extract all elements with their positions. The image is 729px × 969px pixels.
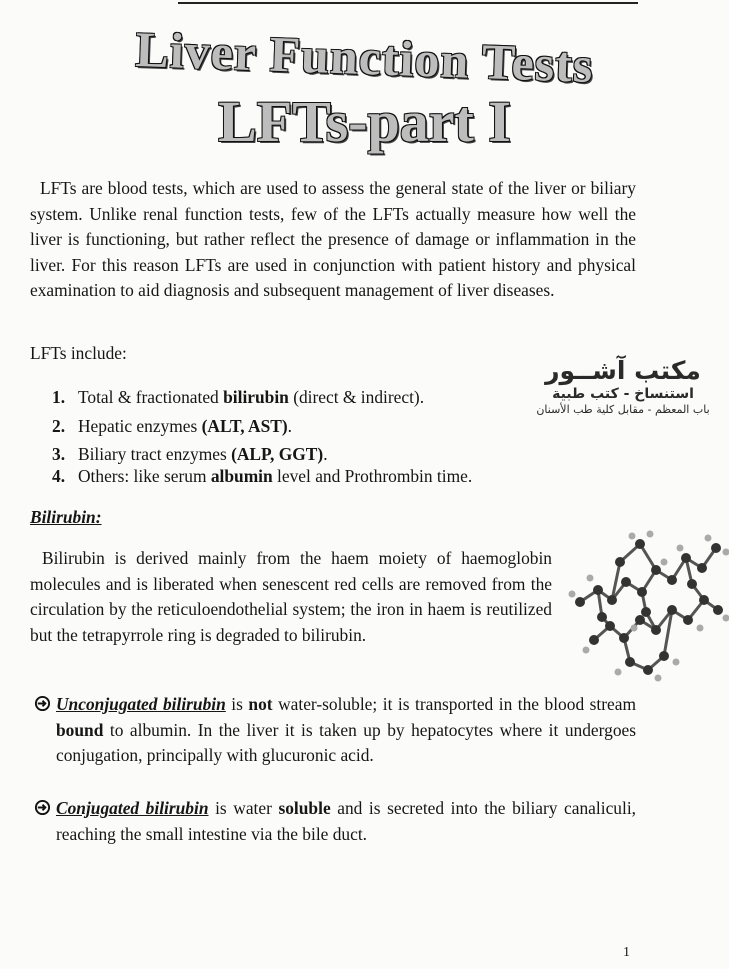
arrow-circle-icon: [34, 799, 51, 816]
title-line-1: Liver Function Tests: [134, 21, 595, 93]
list-bold: bilirubin: [223, 387, 289, 407]
list-text: level and Prothrombin time.: [272, 466, 473, 486]
bullet-bold: soluble: [278, 798, 331, 818]
conjugated-term: Conjugated bilirubin: [56, 798, 209, 818]
list-item: [52, 383, 522, 412]
list-text: Total & fractionated: [78, 387, 224, 407]
bullet-bold: bound: [56, 719, 104, 740]
list-text: .: [323, 444, 328, 464]
list-number: 1.: [52, 387, 66, 407]
list-text: Biliary tract enzymes: [78, 444, 232, 464]
list-text: Others: like serum: [78, 466, 211, 486]
bullet-text-part: is: [225, 694, 249, 714]
arrow-circle-icon: [34, 695, 51, 712]
list-item: [52, 466, 472, 487]
includes-label: LFTs include:: [30, 343, 127, 363]
list-number: 3.: [52, 444, 66, 464]
list-bold: (ALT, AST): [201, 415, 288, 436]
bullet-text-part: is water: [208, 798, 279, 818]
bullet-text-part: to albumin. In the liver it is taken up by hepatocytes where it undergoes conjugation, principally with glucuronic acid.: [56, 719, 636, 766]
top-rule: [178, 2, 638, 4]
list-number: 4.: [52, 466, 66, 486]
bullet-text-part: water-soluble; it is transported in the blood stream: [272, 694, 637, 714]
list-bold: (ALP, GGT): [231, 444, 324, 464]
bullet-bold: not: [248, 694, 273, 714]
list-item: [52, 412, 522, 441]
lft-list: [52, 383, 522, 469]
list-text: .: [287, 415, 293, 436]
conjugated-text: [56, 796, 636, 847]
bullet-text-part: and is secreted into the biliary canaliculi, reaching the small intestine via the bile duct.: [56, 798, 636, 844]
list-item: [52, 440, 522, 469]
bilirubin-paragraph: Bilirubin is derived mainly from the haem moiety of haemoglobin molecules and is liberated when senescent red cells are removed from the circulation by the reticuloendothelial system; the iron in haem is reutilized but the tetrapyrrole ring is degraded to bilirubin.: [30, 548, 552, 645]
list-number: 2.: [52, 415, 66, 436]
stamp-line-3: باب المعظم - مقابل كلية طب الأسنان: [536, 403, 710, 416]
unconjugated-text: [56, 692, 636, 769]
title-line-2: LFTs-part I: [218, 89, 511, 154]
shop-stamp: [518, 357, 728, 417]
stamp-line-2: استنساخ - كتب طبية: [552, 386, 694, 402]
list-text: (direct & indirect).: [288, 387, 425, 407]
list-bold: albumin: [210, 466, 273, 486]
stamp-line-1: مكتب آشــور: [545, 356, 701, 385]
bilirubin-molecule-image: [560, 522, 729, 682]
unconjugated-term: Unconjugated bilirubin: [56, 694, 226, 714]
bilirubin-heading: Bilirubin:: [30, 507, 102, 527]
intro-paragraph: LFTs are blood tests, which are used to assess the general state of the liver or biliary system. Unlike renal function tests, few of the LFTs actually measure how well the liver is functioning, but rather reflect the presence of damage or inflammation in the liver. For this reason LFTs are used in conjunction with patient history and physical examination to aid diagnosis and subsequent management of liver diseases.: [30, 178, 636, 301]
list-text: Hepatic enzymes: [78, 415, 202, 436]
page-number: 1: [623, 945, 630, 960]
